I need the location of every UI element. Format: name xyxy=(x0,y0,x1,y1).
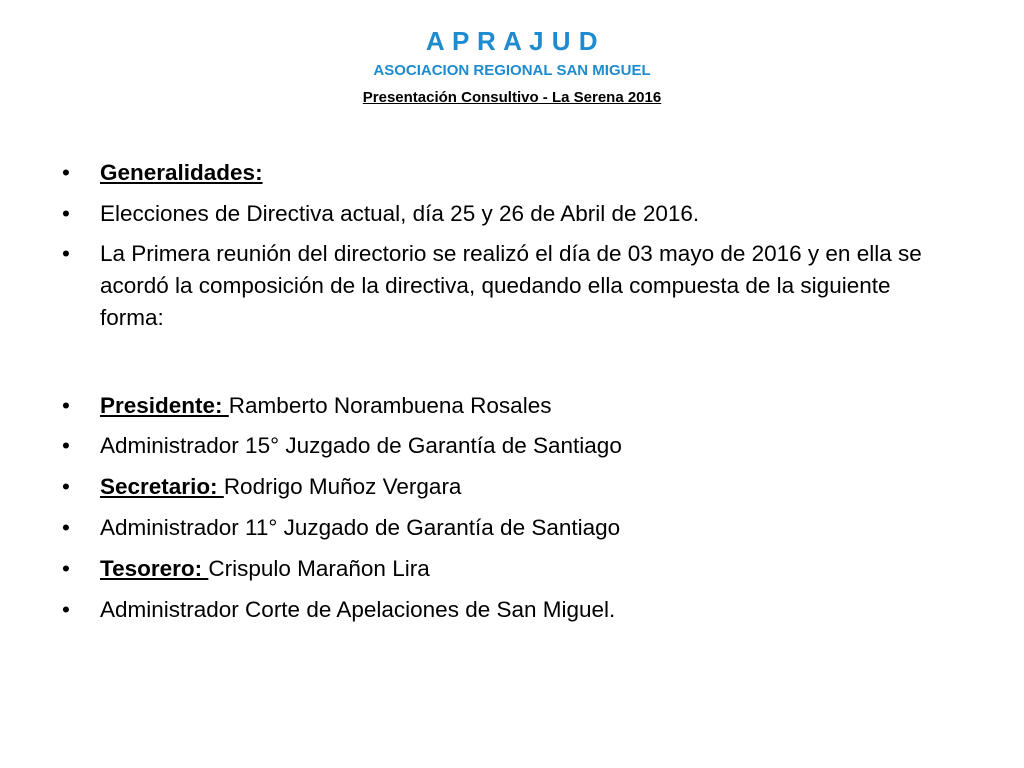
bullet-icon: • xyxy=(62,597,70,622)
list-item-text: Administrador 15° Juzgado de Garantía de Santiago xyxy=(100,433,622,458)
role-label: Presidente: xyxy=(100,393,229,418)
bullet-icon: • xyxy=(62,393,70,418)
slide-title: A P R A J U D xyxy=(425,26,599,56)
bullet-icon: • xyxy=(62,556,70,581)
list-item-text xyxy=(100,390,960,422)
slide-subtitle: ASOCIACION REGIONAL SAN MIGUEL xyxy=(373,62,651,79)
bullet-icon: • xyxy=(62,433,70,458)
person-name: Rodrigo Muñoz Vergara xyxy=(223,474,462,499)
presentation-title: Presentación Consultivo - La Serena 2016 xyxy=(362,89,662,106)
bullet-icon: • xyxy=(62,201,70,226)
list-item-text: Administrador 11° Juzgado de Garantía de Santiago xyxy=(100,515,621,540)
list-item-text xyxy=(100,471,960,503)
bullet-icon: • xyxy=(62,474,70,499)
person-name: Ramberto Norambuena Rosales xyxy=(228,393,552,418)
list-item-text: Generalidades: xyxy=(100,160,263,185)
person-name: Crispulo Marañon Lira xyxy=(208,556,430,581)
bullet-icon: • xyxy=(62,160,70,185)
bullet-icon: • xyxy=(62,515,70,540)
list-item-text xyxy=(100,553,960,585)
role-label: Tesorero: xyxy=(100,556,209,581)
list-item-text: La Primera reunión del directorio se realizó el día de 03 mayo de 2016 y en ella se acordó la composición de la directiva, quedando ella compuesta de la siguiente forma: xyxy=(100,241,922,330)
list-item-text: Elecciones de Directiva actual, día 25 y 26 de Abril de 2016. xyxy=(100,201,700,226)
bullet-icon: • xyxy=(62,241,70,266)
list-item-text: Administrador Corte de Apelaciones de San Miguel. xyxy=(100,597,616,622)
role-label: Secretario: xyxy=(100,474,224,499)
